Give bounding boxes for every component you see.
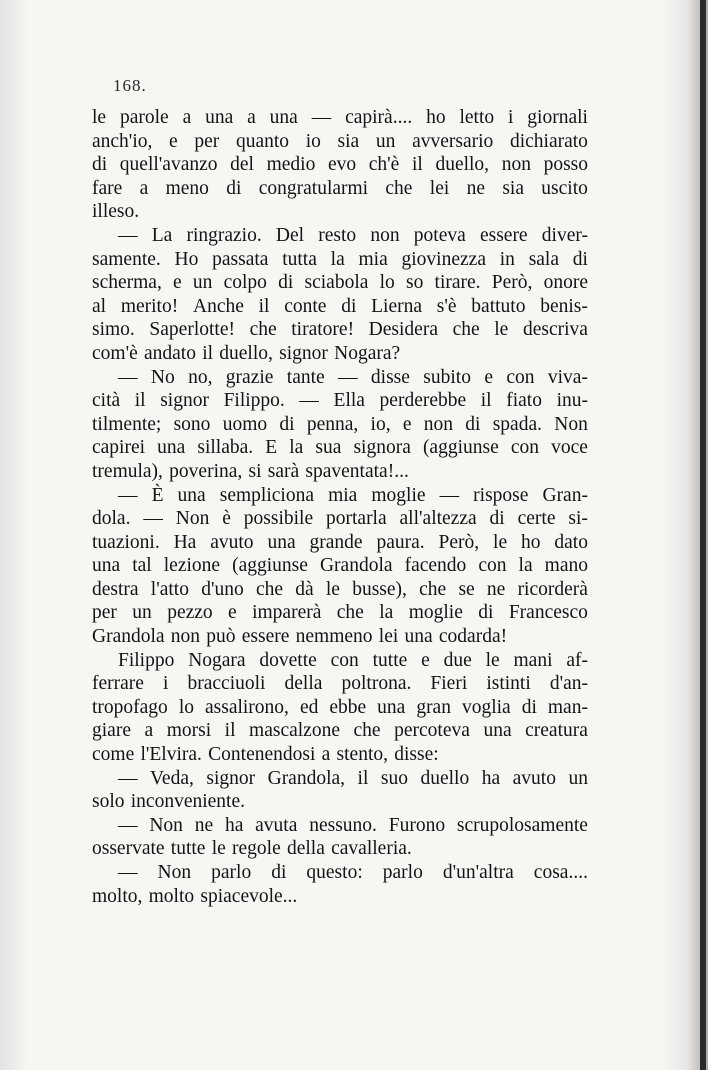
text-line: cità il signor Filippo. — Ella perderebbe il fiato inu- [92,390,588,412]
text-line: Filippo Nogara dovette con tutte e due le mani af- [118,649,588,671]
text-line: di quell'avanzo del medio evo ch'è il duello, non posso [92,154,588,176]
text-line: solo inconveniente. [92,791,245,813]
text-line: come l'Elvira. Contenendosi a stento, disse: [92,744,439,766]
page-number: 168. [113,76,147,95]
text-line: — Veda, signor Grandola, il suo duello ha avuto un [118,767,588,789]
text-line: com'è andato il duello, signor Nogara? [92,342,401,364]
page-left-shade [0,0,28,1070]
text-line: ferrare i bracciuoli della poltrona. Fieri istinti d'an- [92,673,588,695]
text-line: giare a morsi il mascalzone che percoteva una creatura [92,720,588,742]
text-line: al merito! Anche il conte di Lierna s'è battuto benis- [92,295,588,317]
page-body-text [92,106,588,908]
text-line: tilmente; sono uomo di penna, io, e non di spada. Non [92,413,588,435]
text-line: simo. Saperlotte! che tiratore! Desidera che le descriva [92,319,588,341]
text-line: — La ringrazio. Del resto non poteva essere diver- [118,224,588,246]
text-line: fare a meno di congratularmi che lei ne sia uscito [92,177,588,199]
text-line: tuazioni. Ha avuto una grande paura. Però, le ho dato [92,531,588,553]
text-line: Grandola non può essere nemmeno lei una codarda! [92,626,508,648]
text-line: dola. — Non è possibile portarla all'altezza di certe si- [92,508,588,530]
text-line: destra l'atto d'uno che dà le busse), che se ne ricorderà [92,578,588,600]
text-line: osservate tutte le regole della cavalleria. [92,838,412,860]
binding-edge [700,0,706,1070]
text-line: — È una sempliciona mia moglie — rispose Gran- [118,484,588,506]
text-line: una tal lezione (aggiunse Grandola facendo con la mano [92,555,588,577]
text-line: le parole a una a una — capirà.... ho letto i giornali [92,107,588,128]
text-line: — No no, grazie tante — disse subito e con viva- [118,366,588,388]
text-line: molto, molto spiacevole... [92,885,298,907]
text-line: — Non ne ha avuta nessuno. Furono scrupolosamente [118,814,588,836]
text-line: anch'io, e per quanto io sia un avversario dichiarato [92,130,588,152]
text-line: tremula), poverina, si sarà spaventata!... [92,460,409,482]
text-line: illeso. [92,201,140,223]
text-line: scherma, e un colpo di sciabola lo so tirare. Però, onore [92,272,588,294]
text-line: samente. Ho passata tutta la mia giovinezza in sala di [92,248,588,270]
text-line: tropofago lo assalirono, ed ebbe una gran voglia di man- [92,696,588,718]
text-line: capirei una sillaba. E la sua signora (aggiunse con voce [92,437,588,459]
text-line: — Non parlo di questo: parlo d'un'altra cosa.... [118,862,588,883]
text-line: per un pezzo e imparerà che la moglie di Francesco [92,602,588,624]
